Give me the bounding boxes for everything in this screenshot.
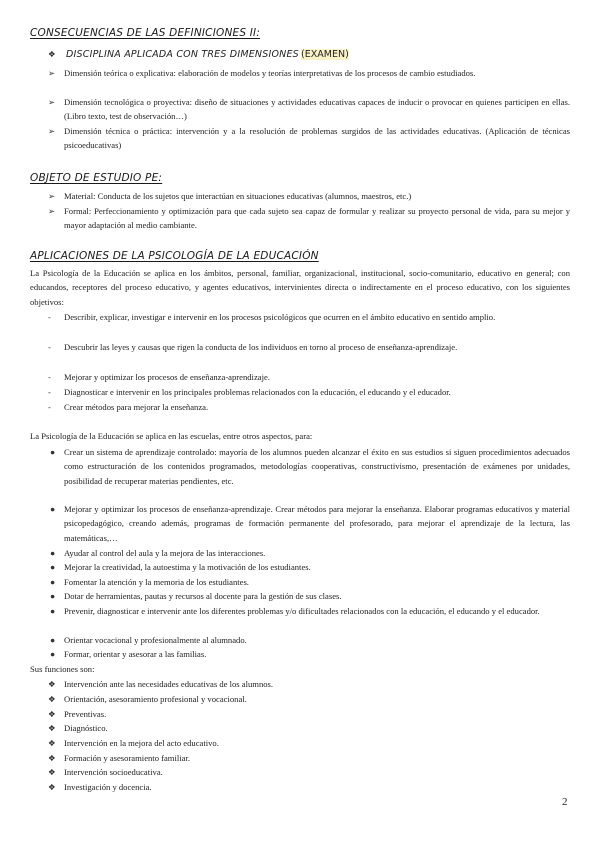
item-text: Descubrir las leyes y causas que rigen la conducta de los individuos en torno al proceso de enseñanza-aprendizaje. <box>64 342 458 352</box>
item-text: Dimensión tecnológica o proyectiva: diseño de situaciones y actividades educativas capaces de inducir o provocar en quienes participen en ellas. (Libro texto, test de observación…) <box>64 97 570 122</box>
arrow-bullet-icon: ➢ <box>48 97 56 107</box>
list-item <box>48 546 570 561</box>
diamond-bullet-icon: ❖ <box>48 767 56 777</box>
list-item <box>48 385 570 400</box>
list-item <box>48 340 570 369</box>
list-item <box>48 604 570 633</box>
item-text: Diagnóstico. <box>64 723 108 733</box>
item-text: Formar, orientar y asesorar a las familias. <box>64 649 207 659</box>
item-text: Prevenir, diagnosticar e intervenir ante los diferentes problemas y/o dificultades relacionados con la educación, el educando y el educador. <box>64 606 540 616</box>
list-item <box>48 707 570 722</box>
section-title-consecuencias: CONSECUENCIAS DE LAS DEFINICIONES II: <box>30 27 261 39</box>
list-item <box>48 124 570 153</box>
item-text: Dimensión teórica o explicativa: elaboración de modelos y teorías interpretativas de los procesos de cambio estudiados. <box>64 68 476 78</box>
diamond-bullet-icon: ❖ <box>48 782 56 792</box>
list-item <box>48 575 570 590</box>
list-item <box>48 400 570 415</box>
subheading-disciplina <box>48 47 570 62</box>
list-item <box>48 95 570 124</box>
item-text: Mejorar y optimizar los procesos de enseñanza-aprendizaje. Crear métodos para mejorar la enseñanza. Elaborar programas educativos y material psicopedagógico, creando además, programas de formación permanente del profesorado, para mejorar el aprendizaje de la lectura, las matemáticas,… <box>64 504 570 543</box>
intro-paragraph: La Psicología de la Educación se aplica en los ámbitos, personal, familiar, organizacional, institucional, socio-comunitario, educativo en general; con educandos, receptores del proceso educativo, y agentes educativos, intervinientes directa o indirectamente en el proceso educativo, con los siguientes objetivos: <box>30 268 570 307</box>
diamond-bullet-icon: ❖ <box>48 738 56 748</box>
list-item <box>48 633 570 648</box>
dash-bullet: - <box>48 342 51 352</box>
diamond-bullet-icon: ❖ <box>48 753 56 763</box>
round-bullet: ● <box>50 548 56 558</box>
round-bullet: ● <box>50 635 56 645</box>
diamond-bullet-icon: ❖ <box>48 49 56 59</box>
list-item <box>48 445 570 503</box>
item-text: Intervención en la mejora del acto educativo. <box>64 738 219 748</box>
section-title-objeto: OBJETO DE ESTUDIO PE: <box>30 172 163 184</box>
arrow-bullet-icon: ➢ <box>48 206 56 216</box>
item-text: Describir, explicar, investigar e intervenir en los procesos psicológicos que ocurren en el ámbito educativo en sentido amplio. <box>64 312 496 322</box>
functions-intro: Sus funciones son: <box>30 664 95 674</box>
item-text: Dimensión técnica o práctica: intervención y a la resolución de problemas surgidos de las actividades educativas. (Aplicación de técnicas psicoeducativas) <box>64 126 570 151</box>
diamond-bullet-icon: ❖ <box>48 723 56 733</box>
round-bullet: ● <box>50 447 56 457</box>
list-item <box>48 736 570 751</box>
page-number: 2 <box>562 796 568 808</box>
item-text: Diagnosticar e intervenir en los principales problemas relacionados con la educación, el educando y el educador. <box>64 387 451 397</box>
list-item <box>48 677 570 692</box>
round-bullet: ● <box>50 562 56 572</box>
item-text: Mejorar y optimizar los procesos de enseñanza-aprendizaje. <box>64 372 270 382</box>
list-item <box>48 560 570 575</box>
dash-bullet: - <box>48 372 51 382</box>
item-text: Preventivas. <box>64 709 107 719</box>
section-title-aplicaciones: APLICACIONES DE LA PSICOLOGÍA DE LA EDUCACIÓN <box>30 250 319 262</box>
item-text: Crear métodos para mejorar la enseñanza. <box>64 402 209 412</box>
subheading-text: DISCIPLINA APLICADA CON TRES DIMENSIONES <box>66 49 299 60</box>
list-item <box>48 765 570 780</box>
list-item <box>48 370 570 385</box>
list-item <box>48 502 570 546</box>
item-text: Fomentar la atención y la memoria de los estudiantes. <box>64 577 249 587</box>
round-bullet: ● <box>50 577 56 587</box>
list-item <box>48 589 570 604</box>
list-item <box>48 204 570 233</box>
dash-bullet: - <box>48 387 51 397</box>
list-item <box>48 189 570 204</box>
item-text: Orientación, asesoramiento profesional y vocacional. <box>64 694 247 704</box>
item-text: Material: Conducta de los sujetos que interactúan en situaciones educativas (alumnos, maestros, etc.) <box>64 191 412 201</box>
list-item <box>48 692 570 707</box>
item-text: Intervención socioeducativa. <box>64 767 163 777</box>
arrow-bullet-icon: ➢ <box>48 126 56 136</box>
diamond-bullet-icon: ❖ <box>48 679 56 689</box>
item-text: Crear un sistema de aprendizaje controlado: mayoría de los alumnos pueden alcanzar el éxito en sus estudios si siguen procedimientos adecuados como estructuración de los contenidos programados, metodologías cooperativas, constructivismo, presentación de exámenes por unidades, posibilidad de recuperar materias pendientes, etc. <box>64 447 570 486</box>
item-text: Orientar vocacional y profesionalmente al alumnado. <box>64 635 247 645</box>
diamond-bullet-icon: ❖ <box>48 694 56 704</box>
round-bullet: ● <box>50 606 56 616</box>
item-text: Mejorar la creatividad, la autoestima y la motivación de los estudiantes. <box>64 562 311 572</box>
round-bullet: ● <box>50 649 56 659</box>
dash-bullet: - <box>48 312 51 322</box>
list-item <box>48 751 570 766</box>
list-item <box>48 780 570 795</box>
round-bullet: ● <box>50 591 56 601</box>
item-text: Ayudar al control del aula y la mejora de las interacciones. <box>64 548 266 558</box>
item-text: Formal: Perfeccionamiento y optimización para que cada sujeto sea capaz de formular y realizar su proyecto personal de vida, para su mejor y mayor adaptación al medio cambiante. <box>64 206 570 231</box>
item-text: Formación y asesoramiento familiar. <box>64 753 191 763</box>
list-item <box>48 310 570 339</box>
list-item <box>48 721 570 736</box>
item-text: Dotar de herramientas, pautas y recursos al docente para la gestión de sus clases. <box>64 591 342 601</box>
item-text: Investigación y docencia. <box>64 782 152 792</box>
diamond-bullet-icon: ❖ <box>48 709 56 719</box>
dash-bullet: - <box>48 402 51 412</box>
list-item <box>48 66 570 95</box>
exam-highlight: (EXAMEN) <box>301 49 349 60</box>
arrow-bullet-icon: ➢ <box>48 191 56 201</box>
list-item <box>48 647 570 662</box>
item-text: Intervención ante las necesidades educativas de los alumnos. <box>64 679 274 689</box>
schools-intro: La Psicología de la Educación se aplica en las escuelas, entre otros aspectos, para: <box>30 431 313 441</box>
round-bullet: ● <box>50 504 56 514</box>
arrow-bullet-icon: ➢ <box>48 68 56 78</box>
